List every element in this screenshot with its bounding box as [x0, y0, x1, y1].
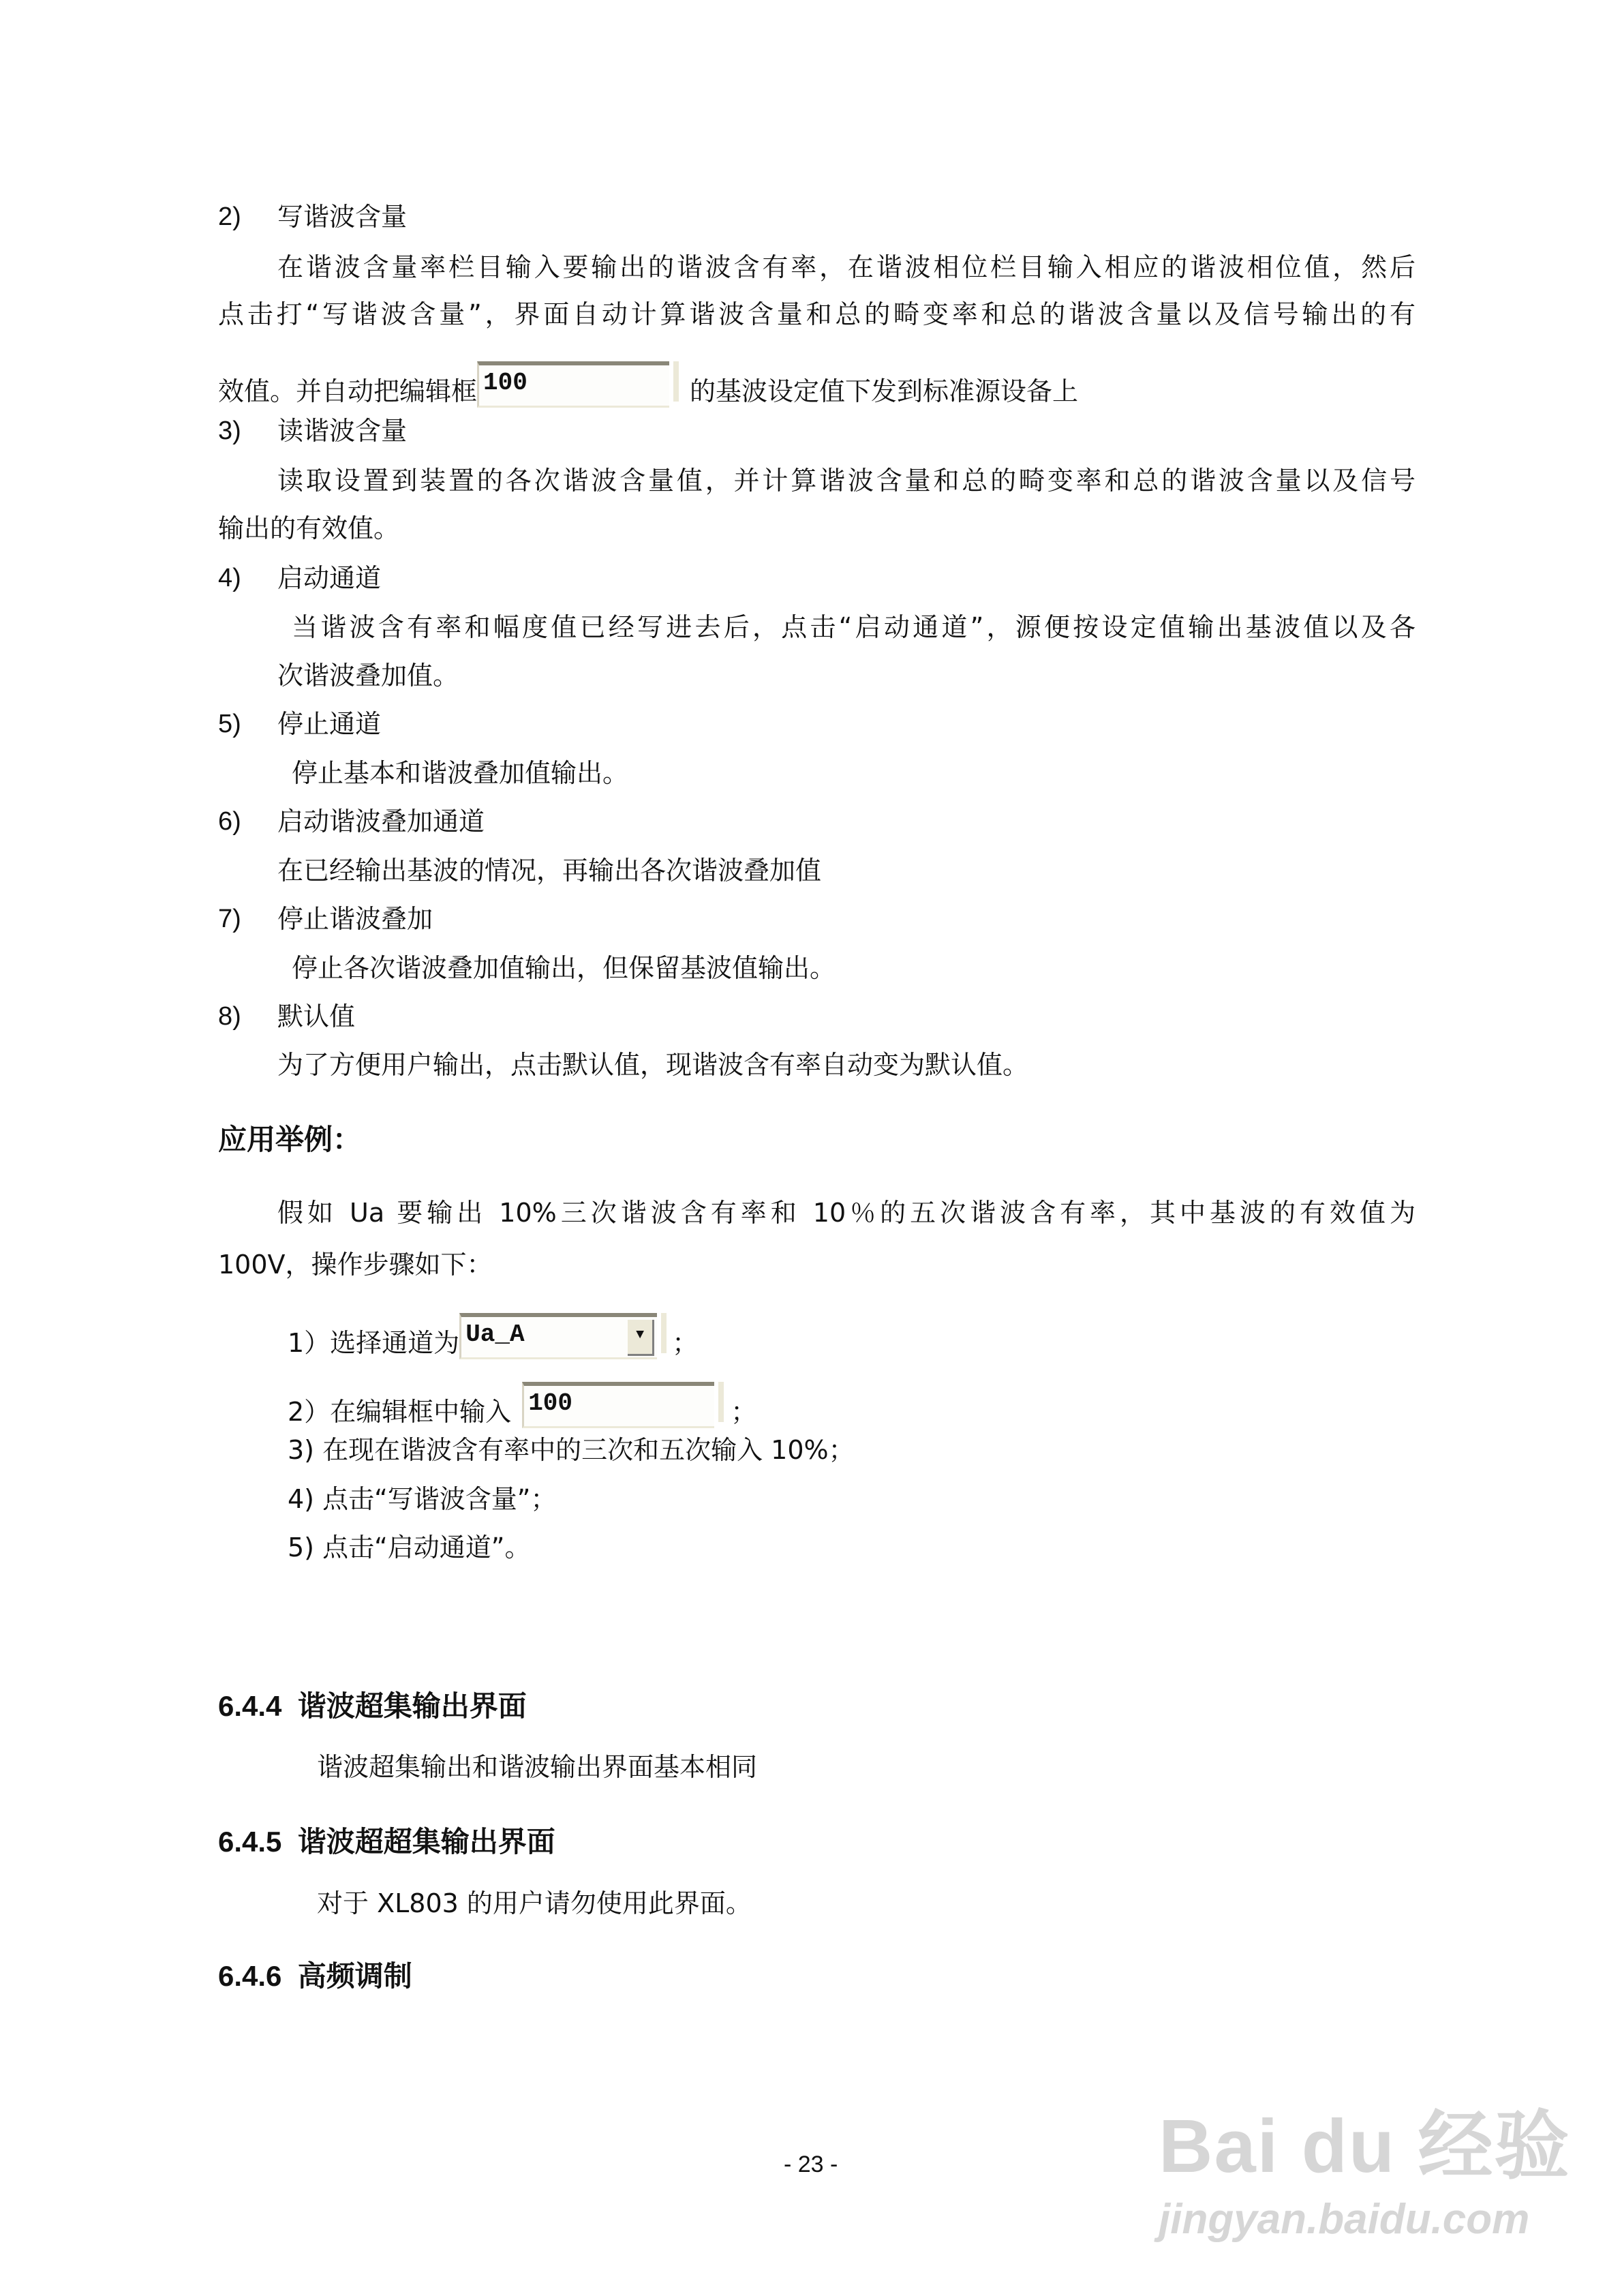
section-heading [218, 1960, 412, 1993]
item-title: 停止通道 [277, 709, 382, 739]
item-title: 启动通道 [277, 563, 382, 593]
example-heading: 应用举例： [218, 1123, 362, 1155]
paragraph-line: 读取设置到装置的各次谐波含量值，并计算谐波含量和总的畸变率和总的谐波含量以及信号 [277, 466, 1416, 496]
item-title: 读谐波含量 [277, 416, 408, 446]
paragraph-line: 在谐波含量率栏目输入要输出的谐波含有率，在谐波相位栏目输入相应的谐波相位值，然后 [277, 252, 1416, 282]
paragraph-line: 在已经输出基波的情况，再输出各次谐波叠加值 [277, 856, 822, 886]
section-body: 对于 XL803 的用户请勿使用此界面。 [317, 1888, 752, 1918]
paragraph-line: 次谐波叠加值。 [277, 661, 459, 691]
section-title: 高频调制 [297, 1960, 412, 1992]
text: 2）在编辑框中输入 [288, 1397, 512, 1427]
item-title: 写谐波含量 [277, 202, 408, 232]
section-heading [218, 1826, 555, 1858]
text: ； [731, 1397, 757, 1427]
section-number: 6.4.6 [218, 1960, 282, 1992]
paragraph-line: 假如 Ua 要输出 10%三次谐波含有率和 10％的五次谐波含有率，其中基波的有效值为 [277, 1198, 1416, 1228]
section-title: 谐波超超集输出界面 [297, 1826, 555, 1858]
paragraph-line: 停止各次谐波叠加值输出，但保留基波值输出。 [292, 953, 836, 983]
item-number: 3) [218, 417, 241, 445]
item-title: 停止谐波叠加 [277, 904, 433, 934]
paragraph-line: 输出的有效值。 [218, 513, 400, 543]
channel-select-image [459, 1313, 657, 1359]
dropdown-arrow-icon: ▼ [628, 1320, 654, 1356]
paragraph-line: 为了方便用户输出，点击默认值，现谐波含有率自动变为默认值。 [277, 1050, 1029, 1080]
paragraph-line [218, 361, 1078, 408]
text: 效值。并自动把编辑框 [218, 376, 478, 406]
text: 的基波设定值下发到标准源设备上 [690, 376, 1079, 406]
item-number: 4) [218, 564, 241, 592]
step-4: 4) 点击“写谐波含量”； [288, 1484, 557, 1514]
text: ； [672, 1328, 699, 1358]
item-number: 8) [218, 1002, 241, 1031]
item-number: 5) [218, 710, 241, 738]
paragraph-line: 当谐波含有率和幅度值已经写进去后，点击“启动通道”，源便按设定值输出基波值以及各 [292, 612, 1416, 642]
item-title: 默认值 [277, 1001, 356, 1031]
section-heading [218, 1690, 527, 1723]
edit-box-image: 100 [477, 361, 669, 408]
baidu-watermark-url: jingyan.baidu.com [1159, 2196, 1530, 2243]
paragraph-line: 100V，操作步骤如下： [218, 1250, 493, 1280]
section-title: 谐波超集输出界面 [297, 1690, 527, 1722]
item-number: 2) [218, 202, 241, 231]
item-number: 6) [218, 807, 241, 836]
text: 1）选择通道为 [288, 1328, 460, 1358]
step-1 [288, 1313, 698, 1359]
paragraph-line: 点击打“写谐波含量”，界面自动计算谐波含量和总的畸变率和总的谐波含量以及信号输出的有 [218, 299, 1416, 329]
step-3: 3) 在现在谐波含有率中的三次和五次输入 10%； [288, 1435, 855, 1465]
section-number: 6.4.4 [218, 1690, 282, 1722]
step-2 [288, 1382, 756, 1428]
channel-value: Ua_A [465, 1320, 525, 1348]
section-body: 谐波超集输出和谐波输出界面基本相同 [317, 1752, 758, 1782]
step-5: 5) 点击“启动通道”。 [288, 1532, 531, 1562]
baidu-watermark-logo: Bai du 经验 [1159, 2104, 1571, 2188]
edit-box-image: 100 [522, 1382, 714, 1428]
section-number: 6.4.5 [218, 1826, 282, 1858]
paragraph-line: 停止基本和谐波叠加值输出。 [292, 758, 629, 788]
item-title: 启动谐波叠加通道 [277, 806, 485, 836]
page-number: - 23 - [784, 2151, 838, 2177]
item-number: 7) [218, 905, 241, 933]
